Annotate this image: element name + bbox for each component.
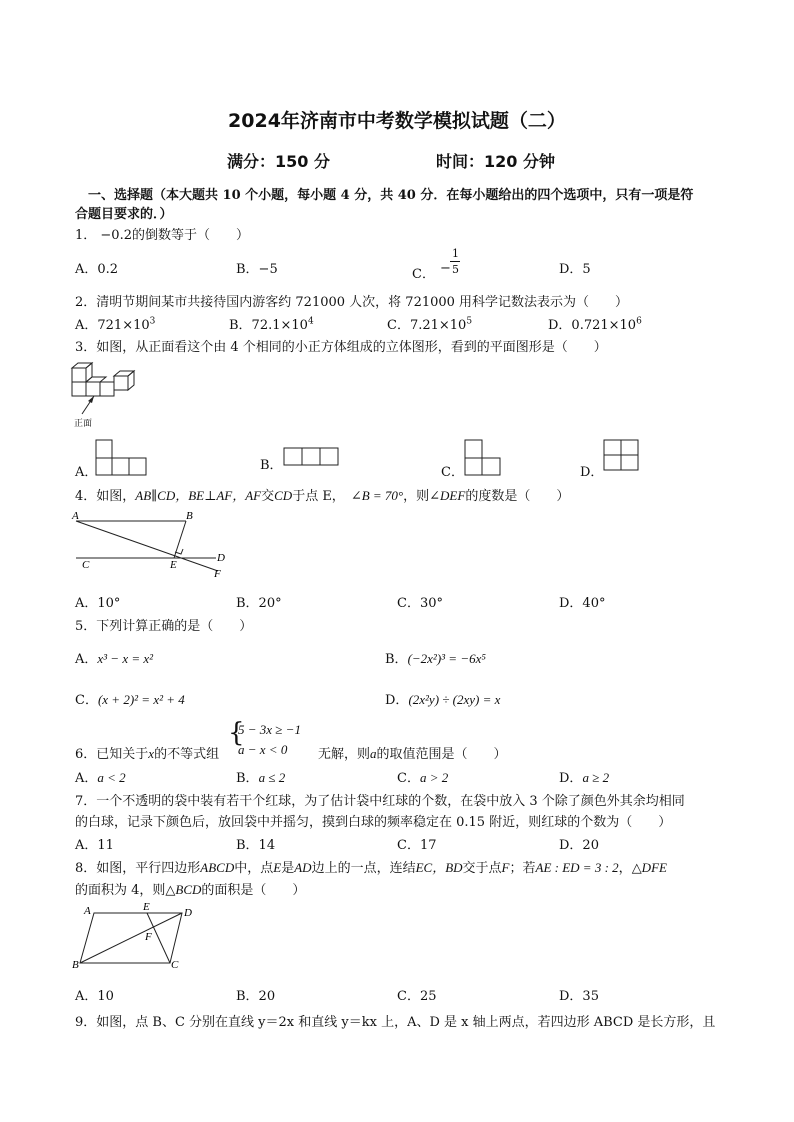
q7-stem-line1: 7．一个不透明的袋中装有若干个红球，为了估计袋中红球的个数，在袋中放入 3 个除了颜色外其余均相同 (75, 794, 685, 809)
q6-option-c: C．a > 2 (397, 770, 449, 786)
q8-point-f: F (145, 931, 152, 943)
q1-option-d: D．5 (559, 262, 591, 277)
q5-option-b: B．(−2x²)³ = −6x⁵ (385, 651, 486, 667)
q4-point-a: A (72, 510, 79, 522)
q9-stem-line1: 9．如图，点 B、C 分别在直线 y＝2x 和直线 y＝kx 上，A、D 是 x 轴上两点，若四边形 ABCD 是长方形，且 (75, 1015, 716, 1030)
q4-option-c: C．30° (397, 596, 443, 611)
q5-stem: 5．下列计算正确的是（ ） (75, 619, 253, 634)
q6-option-a: A．a < 2 (75, 770, 126, 786)
q3-option-c-figure (464, 439, 504, 477)
q2-option-c: C．$7.21\times 10^5$ (387, 316, 473, 333)
q3-option-b: B． (260, 458, 283, 473)
q3-option-d: D． (580, 465, 604, 480)
q8-figure (70, 900, 200, 972)
q6-option-d: D．a ≥ 2 (559, 770, 610, 786)
page-title: 2024年济南市中考数学模拟试题（二） (228, 110, 566, 132)
q1-option-c-label: C． (412, 267, 435, 282)
q3-option-d-figure (603, 439, 641, 473)
q3-stem: 3．如图，从正面看这个由 4 个相同的小正方体组成的立体图形，看到的平面图形是（ ） (75, 340, 607, 355)
q4-point-c: C (82, 559, 90, 571)
q1-option-c-den: 5 (452, 263, 459, 276)
q4-option-b: B．20° (236, 596, 282, 611)
q1-option-c-num: 1 (452, 247, 459, 260)
exam-time: 时间：120 分钟 (436, 152, 555, 171)
q8-option-c: C．25 (397, 989, 437, 1004)
q8-point-e: E (143, 901, 150, 913)
q8-option-b: B．20 (236, 989, 276, 1004)
q2-option-b: B．$72.1\times 10^4$ (229, 316, 314, 333)
q1-stem: 1． −0.2的倒数等于（ ） (75, 228, 249, 243)
q5-option-c: C．(x + 2)² = x² + 4 (75, 692, 185, 708)
q8-option-d: D．35 (559, 989, 599, 1004)
q3-option-a-figure (95, 439, 149, 477)
q3-front-label: 正面 (74, 419, 93, 429)
q8-option-a: A．10 (75, 989, 114, 1004)
full-score: 满分：150 分 (227, 152, 330, 171)
q4-point-f: F (214, 568, 221, 580)
q3-option-c: C． (441, 465, 464, 480)
q6-stem-2: 无解，则a的取值范围是（ ） (318, 746, 507, 762)
q8-point-b: B (72, 959, 79, 971)
q7-option-b: B．14 (236, 838, 276, 853)
q8-stem-line1: 8．如图，平行四边形ABCD中，点E是AD边上的一点，连结EC，BD交于点F；若AE : ED = 3 : 2，△DFE (75, 860, 667, 876)
q7-option-d: D．20 (559, 838, 599, 853)
q7-option-c: C．17 (397, 838, 437, 853)
q4-point-b: B (186, 510, 193, 522)
q8-point-a: A (84, 905, 91, 917)
q4-figure (70, 508, 235, 580)
section-heading: 一、选择题（本大题共 10 个小题，每小题 4 分，共 40 分．在每小题给出的四个选项中，只有一项是符 (88, 188, 694, 203)
q8-stem-line2: 的面积为 4，则△BCD的面积是（ ） (75, 882, 306, 898)
q4-option-a: A．10° (75, 596, 121, 611)
q4-option-d: D．40° (559, 596, 606, 611)
q8-point-d: D (184, 907, 192, 919)
q2-option-a: A．$721\times 10^3$ (75, 316, 156, 333)
q2-option-d: D．$0.721\times 10^6$ (548, 316, 642, 333)
q7-stem-line2: 的白球，记录下颜色后，放回袋中并摇匀，摸到白球的频率稳定在 0.15 附近，则红球的个数为（ ） (75, 815, 672, 830)
q7-option-a: A．11 (75, 838, 114, 853)
q6-option-b: B．a ≤ 2 (236, 770, 286, 786)
q4-stem: 4．如图，AB∥CD，BE⊥AF，AF交CD于点 E， ∠B = 70°，则∠DEF的度数是（ ） (75, 488, 570, 504)
q5-option-a: A．x³ − x = x² (75, 651, 154, 667)
q2-stem: 2．清明节期间某市共接待国内游客约 721000 人次，将 721000 用科学记数法表示为（ ） (75, 295, 629, 310)
q1-option-b: B．−5 (236, 262, 278, 277)
q3-option-a: A． (75, 465, 98, 480)
q4-point-d: D (217, 552, 225, 564)
q4-point-e: E (170, 559, 177, 571)
q3-option-b-figure (283, 447, 341, 467)
q6-stem-1: 6．已知关于x的不等式组 (75, 746, 220, 762)
q5-option-d: D．(2x²y) ÷ (2xy) = x (385, 692, 501, 708)
q1-option-a: A．0.2 (75, 262, 119, 277)
section-heading-cont: 合题目要求的．） (75, 207, 173, 222)
q8-point-c: C (171, 959, 179, 971)
